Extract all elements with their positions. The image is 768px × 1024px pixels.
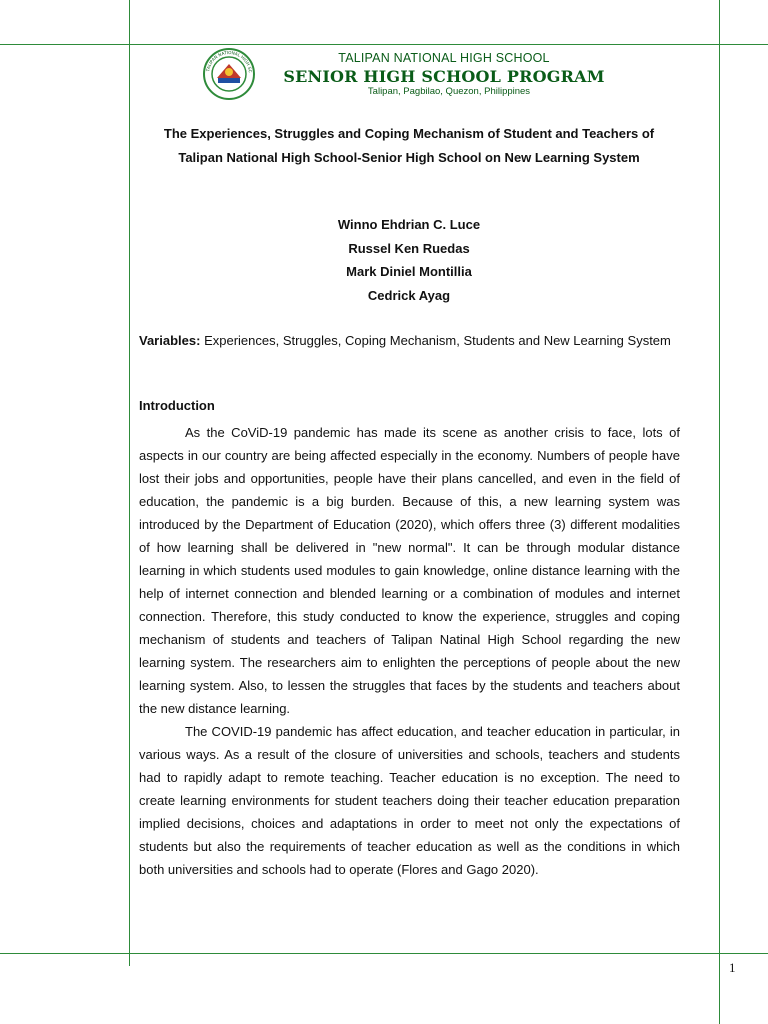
paragraph: As the CoViD-19 pandemic has made its scene as another crisis to face, lots of aspects in our country are being affected especially in the economy. Numbers of people have lost their jobs and opportunities, people have their plans cancelled, and even in the field of education, the pandemic is a big burden. Because of this, a new learning system was introduced by the Department of Education (2020), which offers three (3) different modalities of how learning shall be delivered in "new normal". It can be through modular distance learning in which students used modules to gain knowledge, online distance learning with the help of internet connection and blended learning or a combination of modules and internet connection. Therefore, this study conducted to know the experience, struggles and coping mechanism of students and teachers of Talipan Natinal High School regarding the new learning system. The researchers aim to enlighten the perceptions of people about the new learning system. Also, to lessen the struggles that faces by the students and teachers about the new distance learning. [139,425,680,716]
paper-title [130,122,688,170]
program-name: SENIOR HIGH SCHOOL PROGRAM [283,67,605,86]
author-name: Mark Diniel Montillia [346,264,472,279]
top-border-line [0,44,768,45]
author-name: Winno Ehdrian C. Luce [337,217,481,232]
page-number: 1 [729,960,736,975]
title-line-2: Talipan National High School-Senior High School on New Learning System [178,150,640,165]
variables-label: Variables: [139,333,201,348]
title-line-1: The Experiences, Struggles and Coping Mechanism of Student and Teachers of [163,126,655,141]
variables-text: Experiences, Struggles, Coping Mechanism, Students and New Learning System [204,333,671,348]
seal-text: TALIPAN NATIONAL HIGH SC [205,49,253,73]
right-border-line [719,0,720,1024]
introduction-body [139,421,680,881]
variables-section [139,329,680,353]
author-name: Cedrick Ayag [367,287,451,303]
school-name: TALIPAN NATIONAL HIGH SCHOOL [338,51,550,65]
author-list [130,213,688,307]
introduction-heading: Introduction [139,398,215,413]
author-name: Russel Ken Ruedas [348,240,470,256]
bottom-border-line [0,953,768,954]
school-address: Talipan, Pagbilao, Quezon, Philippines [367,86,531,97]
paragraph: The COVID-19 pandemic has affect education, and teacher education in particular, in various ways. As a result of the closure of universities and schools, teachers and students had to rapidly adapt to remote teaching. Teacher education is no exception. The need to create learning environments for student teachers doing their teacher education preparation implied decisions, choices and adaptations in order to meet not only the expectations of students but also the requirements of teacher education as well as the conditions in which both universities and schools had to operate (Flores and Gago 2020). [139,724,680,877]
